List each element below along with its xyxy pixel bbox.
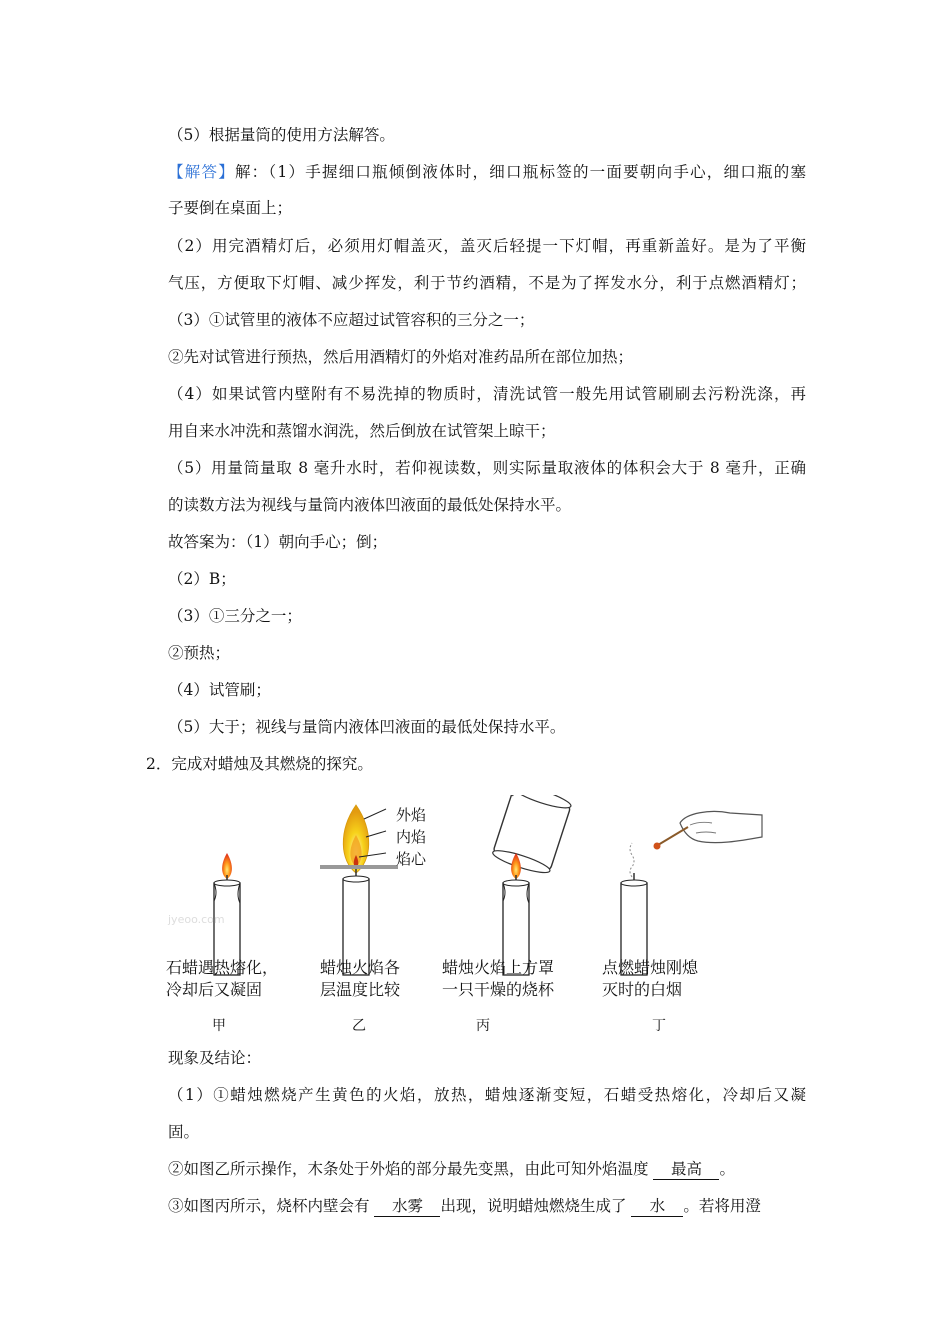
text-line: 【解答】解：（1）手握细口瓶倾倒液体时，细口瓶标签的一面要朝向手心，细口瓶的塞 <box>168 163 806 181</box>
candle-illustrations <box>150 795 790 1045</box>
question-heading: 2．完成对蜡烛及其燃烧的探究。 <box>146 755 373 773</box>
text-line: ②预热； <box>168 644 231 662</box>
caption-ding: 点燃蜡烛刚熄 灭时的白烟 <box>602 958 699 999</box>
answer-blank: 最高 <box>653 1159 719 1180</box>
text-line: （4）试管刷； <box>168 681 271 699</box>
text-line: （1）①蜡烛燃烧产生黄色的火焰，放热，蜡烛逐渐变短，石蜡受热熔化，冷却后又凝 <box>168 1086 806 1104</box>
text-line: 的读数方法为视线与量筒内液体凹液面的最低处保持水平。 <box>168 496 572 514</box>
text-line: ③如图丙所示，烧杯内壁会有 水雾 出现，说明蜡烛燃烧生成了 水 。若将用澄 <box>168 1197 761 1215</box>
label-outer-flame: 外焰 <box>396 806 427 824</box>
watermark: jyeoo.com <box>168 913 225 926</box>
text-line: （2）B； <box>168 570 236 588</box>
text-line: （4）如果试管内壁附有不易洗掉的物质时，清洗试管一般先用试管刷刷去污粉洗涤，再 <box>168 385 806 403</box>
label-flame-core: 焰心 <box>396 850 427 868</box>
text-line: 现象及结论： <box>168 1049 262 1067</box>
text-line: 固。 <box>168 1123 200 1141</box>
label-ding: 丁 <box>652 1018 666 1034</box>
text-line: ②如图乙所示操作，木条处于外焰的部分最先变黑，由此可知外焰温度 最高 。 <box>168 1160 735 1178</box>
label-bing: 丙 <box>476 1018 490 1034</box>
text-line: （2）用完酒精灯后，必须用灯帽盖灭，盖灭后轻提一下灯帽，再重新盖好。是为了平衡 <box>168 237 806 255</box>
caption-yi: 蜡烛火焰各 层温度比较 <box>320 958 401 999</box>
candle-ding <box>621 811 762 975</box>
text-line: （5）用量筒量取 8 毫升水时，若仰视读数，则实际量取液体的体积会大于 8 毫升，正确 <box>168 459 806 477</box>
text-line: 故答案为：（1）朝向手心；倒； <box>168 533 388 551</box>
answer-blank: 水雾 <box>374 1196 440 1217</box>
text-line: （5）大于；视线与量筒内液体凹液面的最低处保持水平。 <box>168 718 566 736</box>
text-line: ②先对试管进行预热，然后用酒精灯的外焰对准药品所在部位加热； <box>168 348 634 366</box>
candle-bing <box>483 795 572 975</box>
text-line: （3）①三分之一； <box>168 607 302 625</box>
text-line: 用自来水冲洗和蒸馏水润洗，然后倒放在试管架上晾干； <box>168 422 556 440</box>
text-line: 子要倒在桌面上； <box>168 199 293 217</box>
caption-jia: 石蜡遇热熔化， 冷却后又凝固 <box>166 958 279 999</box>
text-line: （5）根据量筒的使用方法解答。 <box>168 126 395 144</box>
answer-tag: 【解答】 <box>168 163 235 181</box>
text-line: （3）①试管里的液体不应超过试管容积的三分之一； <box>168 311 535 329</box>
candle-figure <box>150 795 790 1045</box>
label-yi: 乙 <box>352 1018 366 1034</box>
caption-bing: 蜡烛火焰上方罩 一只干燥的烧杯 <box>442 958 555 999</box>
answer-blank: 水 <box>631 1196 683 1217</box>
candle-yi <box>320 805 398 975</box>
label-jia: 甲 <box>212 1018 226 1034</box>
text-line: 气压，方便取下灯帽、减少挥发，利于节约酒精，不是为了挥发水分，利于点燃酒精灯； <box>168 274 806 292</box>
label-inner-flame: 内焰 <box>396 828 427 846</box>
